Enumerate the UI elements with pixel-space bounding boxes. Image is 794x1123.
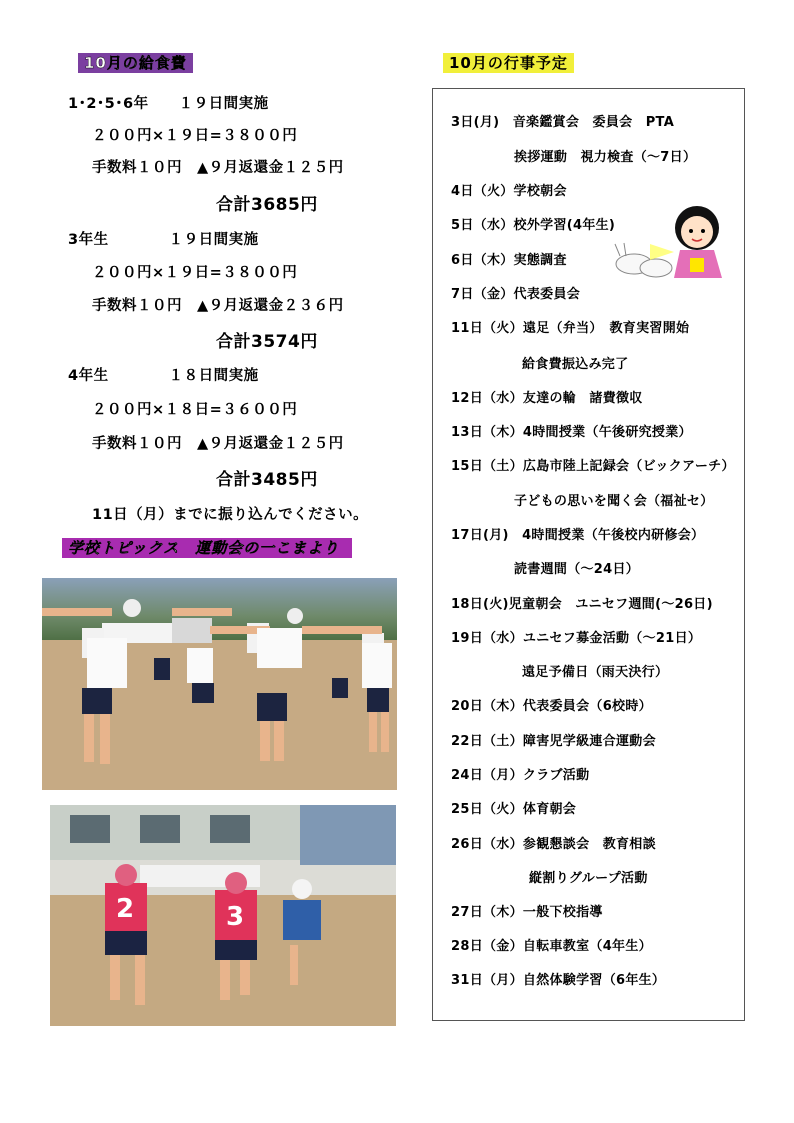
schedule-event: 26日（水）参観懇談会 教育相談	[451, 837, 656, 852]
lunch-total: 合計3485円	[216, 470, 318, 490]
schedule-event: 給食費振込み完了	[522, 357, 629, 372]
lunch-row: ２００円×１９日=３８００円	[92, 128, 298, 144]
lunch-fee-header: 10月の給食費	[78, 53, 193, 73]
lunch-row: 手数料１０円 ▲９月返還金１２５円	[92, 160, 344, 176]
schedule-event: 27日（木）一般下校指導	[451, 905, 603, 920]
schedule-event: 5日（水）校外学習(4年生)	[451, 218, 616, 233]
schedule-event: 読書週間（～24日）	[514, 562, 640, 577]
lunch-row: ２００円×１８日=３６００円	[92, 402, 298, 418]
schedule-event: 20日（木）代表委員会（6校時）	[451, 699, 652, 714]
schedule-event: 31日（月）自然体験学習（6年生）	[451, 973, 666, 988]
lunch-row: 3年生 １９日間実施	[68, 232, 259, 248]
schedule-event: 3日(月) 音楽鑑賞会 委員会 PTA	[451, 115, 675, 130]
lunch-row: 手数料１０円 ▲９月返還金１２５円	[92, 436, 344, 452]
relay-photo-art	[50, 805, 396, 1026]
schedule-event: 19日（水）ユニセフ募金活動（～21日）	[451, 631, 702, 646]
sports-day-photo-formation	[42, 578, 397, 790]
schedule-event: 13日（木）4時間授業（午後研究授業）	[451, 425, 692, 440]
payment-deadline: 11日（月）までに振り込んでください。	[92, 507, 369, 523]
girl-with-rabbits-illustration	[610, 198, 740, 288]
schedule-event: 11日（火）遠足（弁当） 教育実習開始	[451, 321, 690, 336]
schedule-event: 24日（月）クラブ活動	[451, 768, 590, 783]
schedule-event: 17日(月) 4時間授業（午後校内研修会）	[451, 528, 705, 543]
topics-header: 学校トピックス 運動会の一こまより	[62, 538, 352, 558]
schedule-event: 22日（土）障害児学級連合運動会	[451, 734, 656, 749]
schedule-event: 子どもの思いを聞く会（福祉セ）	[514, 494, 714, 509]
schedule-event: 15日（土）広島市陸上記録会（ビックアーチ）	[451, 459, 735, 474]
schedule-event: 12日（水）友達の輪 諸費徴収	[451, 391, 643, 406]
sports-day-photo-relay	[50, 805, 396, 1026]
lunch-row: 1･2･5･6年 １９日間実施	[68, 96, 269, 112]
schedule-event: 縦割りグループ活動	[529, 871, 648, 886]
svg-text:2: 2	[116, 894, 135, 924]
schedule-event: 28日（金）自転車教室（4年生）	[451, 939, 652, 954]
schedule-event: 7日（金）代表委員会	[451, 287, 581, 302]
lunch-total: 合計3685円	[216, 195, 318, 215]
svg-text:3: 3	[226, 902, 245, 932]
schedule-header: 10月の行事予定	[443, 53, 574, 73]
lunch-row: ２００円×１９日=３８００円	[92, 265, 298, 281]
schedule-event: 25日（火）体育朝会	[451, 802, 577, 817]
schedule-event: 18日(火)児童朝会 ユニセフ週間(～26日)	[451, 597, 713, 612]
formation-photo-art	[42, 578, 397, 790]
lunch-total: 合計3574円	[216, 332, 318, 352]
schedule-event: 6日（木）実態調査	[451, 253, 567, 268]
schedule-event: 遠足予備日（雨天決行）	[522, 665, 669, 680]
schedule-event: 挨拶運動 視力検査（～7日）	[514, 150, 697, 165]
lunch-row: 4年生 １８日間実施	[68, 368, 259, 384]
lunch-row: 手数料１０円 ▲９月返還金２３６円	[92, 298, 344, 314]
schedule-event: 4日（火）学校朝会	[451, 184, 567, 199]
